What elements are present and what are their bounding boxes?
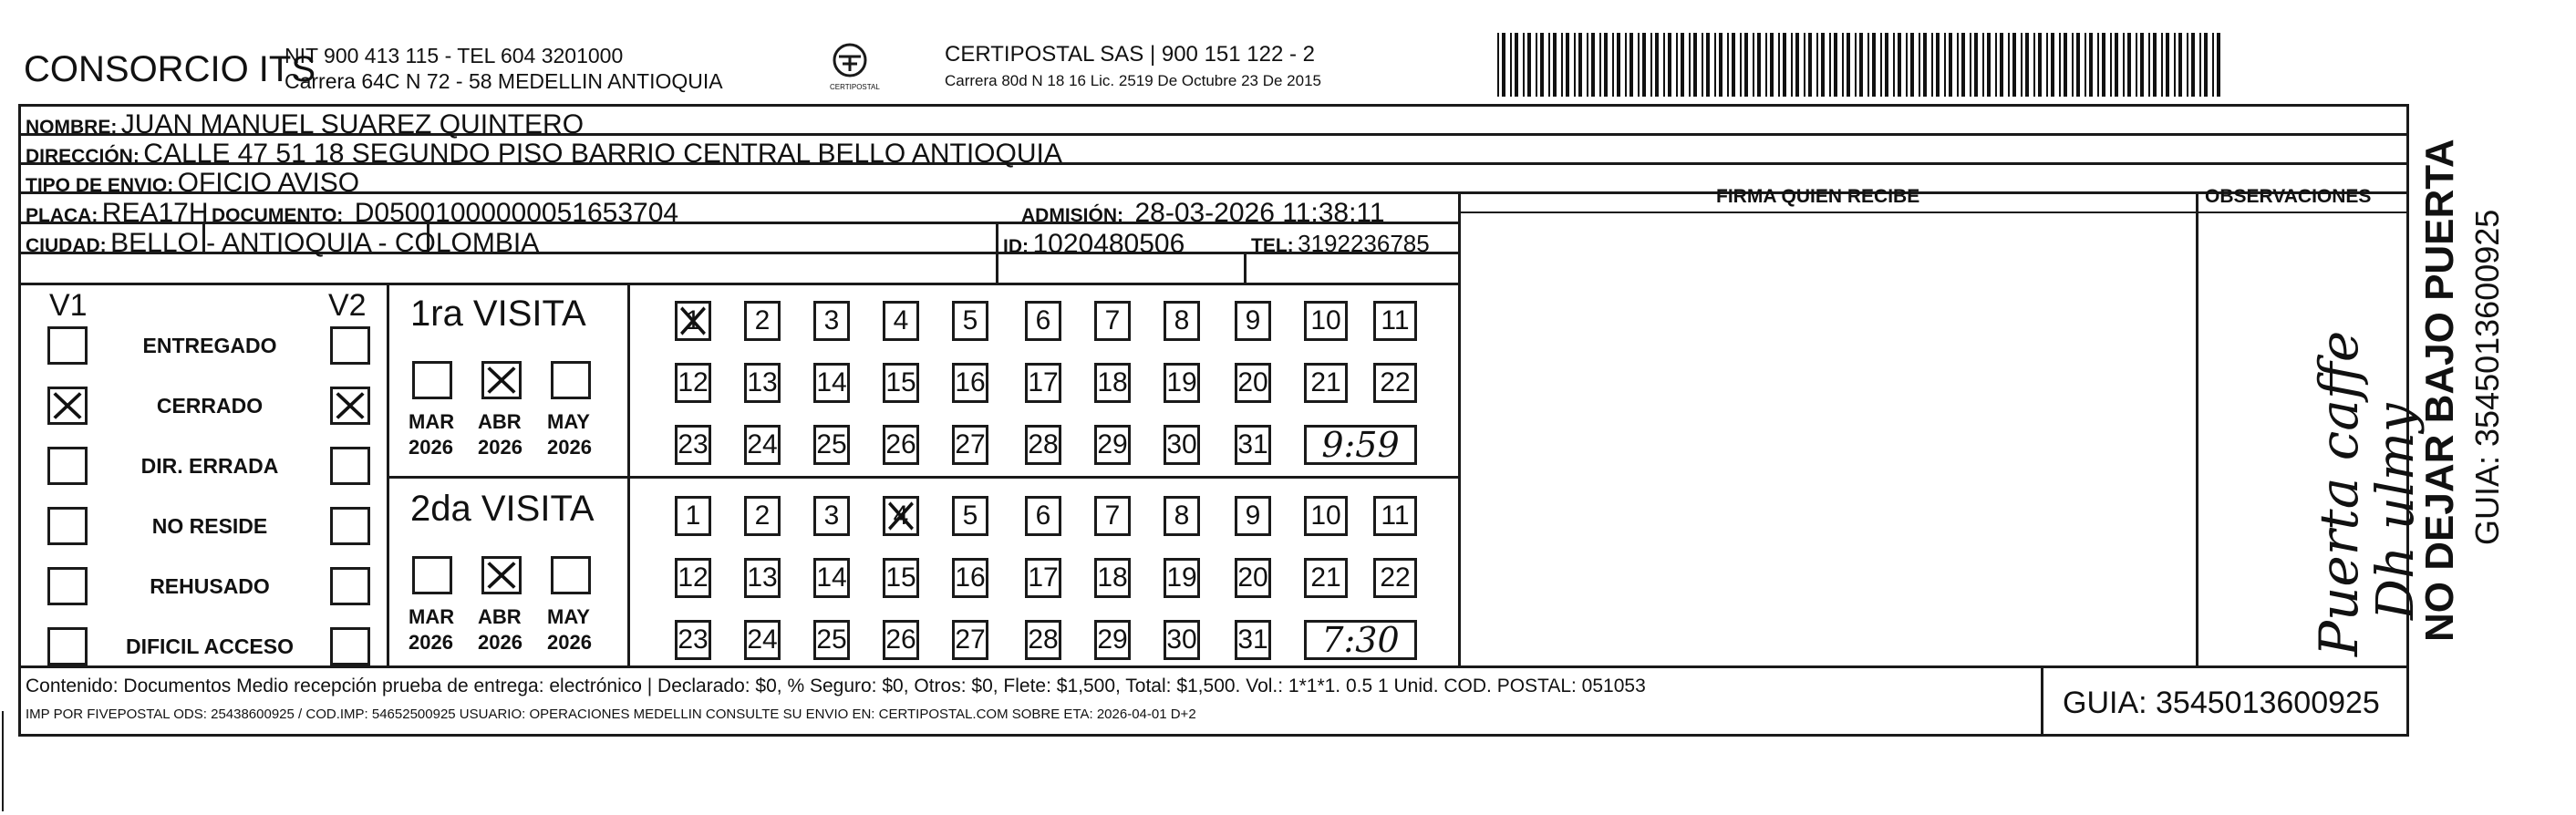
- day-box[interactable]: 12: [675, 558, 711, 598]
- footer-guia: GUIA: 3545013600925: [2063, 686, 2380, 720]
- day-box[interactable]: 31: [1235, 620, 1271, 660]
- day-box[interactable]: 24: [744, 620, 781, 660]
- day-box[interactable]: 21: [1304, 558, 1348, 598]
- day-box[interactable]: 27: [952, 620, 988, 660]
- status-label: DIR. ERRADA: [140, 454, 279, 478]
- admision-value: 28-03-2026 11:38:11: [1134, 198, 1385, 228]
- day-box[interactable]: 14: [813, 558, 850, 598]
- tipo-value: OFICIO AVISO: [177, 168, 360, 198]
- day-box[interactable]: 23: [675, 620, 711, 660]
- day-box[interactable]: 31: [1235, 425, 1271, 465]
- margin-line: [2, 711, 4, 811]
- logo-wordmark: CERTIPOSTAL: [830, 83, 880, 91]
- v1-header: V1: [49, 288, 88, 323]
- year-label: 2026: [478, 631, 522, 654]
- day-box[interactable]: 15: [883, 363, 919, 403]
- v1-checkbox[interactable]: [47, 387, 88, 425]
- day-box[interactable]: 9: [1235, 496, 1271, 536]
- warning-vertical: NO DEJAR BAJO PUERTA: [2417, 139, 2462, 642]
- month-label: MAR: [409, 410, 455, 433]
- month-checkbox[interactable]: [481, 361, 522, 399]
- handwritten-time: 7:30: [1321, 620, 1400, 660]
- observaciones-handwriting-2: Dh ulmy: [2366, 403, 2426, 620]
- month-label: MAR: [409, 605, 455, 628]
- tel-label: TEL:: [1251, 235, 1294, 256]
- status-label: ENTREGADO: [142, 334, 277, 357]
- day-box[interactable]: 29: [1094, 425, 1131, 465]
- v2-checkbox[interactable]: [330, 387, 370, 425]
- id-field: [1003, 231, 1185, 258]
- documento-field: [212, 200, 678, 227]
- company-address: Carrera 64C N 72 - 58 MEDELLIN ANTIOQUIA: [284, 69, 723, 93]
- tipo-row: [26, 170, 359, 197]
- placa-value: REA17H: [101, 198, 209, 228]
- v2-checkbox[interactable]: [330, 507, 370, 545]
- status-label: CERRADO: [156, 394, 264, 418]
- v1-checkbox[interactable]: [47, 447, 88, 485]
- v1-checkbox[interactable]: [47, 567, 88, 605]
- certipostal-logo: [822, 40, 880, 102]
- year-label: 2026: [409, 631, 453, 654]
- day-box[interactable]: 16: [952, 363, 988, 403]
- day-box[interactable]: 5: [952, 301, 988, 341]
- day-box[interactable]: 17: [1025, 558, 1061, 598]
- day-box[interactable]: 26: [883, 620, 919, 660]
- day-box[interactable]: 12: [675, 363, 711, 403]
- courier-line: CERTIPOSTAL SAS | 900 151 122 - 2: [945, 42, 1315, 67]
- day-box[interactable]: 27: [952, 425, 988, 465]
- direccion-label: DIRECCIÓN:: [26, 146, 140, 167]
- id-value: 1020480506: [1032, 229, 1185, 259]
- tel-field: [1251, 232, 1430, 255]
- v2-checkbox[interactable]: [330, 326, 370, 365]
- day-box[interactable]: 16: [952, 558, 988, 598]
- month-checkbox[interactable]: [551, 556, 591, 594]
- month-checkbox[interactable]: [551, 361, 591, 399]
- v2-checkbox[interactable]: [330, 447, 370, 485]
- company-nit: NIT 900 413 115 - TEL 604 3201000: [284, 44, 624, 67]
- day-box[interactable]: 18: [1094, 558, 1131, 598]
- tipo-label: TIPO DE ENVIO:: [26, 175, 174, 196]
- month-checkbox[interactable]: [412, 556, 452, 594]
- day-box[interactable]: 6: [1025, 301, 1061, 341]
- day-box[interactable]: 1: [675, 301, 711, 341]
- year-label: 2026: [547, 631, 592, 654]
- day-box[interactable]: 19: [1164, 558, 1200, 598]
- day-box[interactable]: 5: [952, 496, 988, 536]
- day-box[interactable]: 3: [813, 301, 850, 341]
- day-box[interactable]: 15: [883, 558, 919, 598]
- id-label: ID:: [1003, 236, 1029, 257]
- day-box[interactable]: 20: [1235, 558, 1271, 598]
- day-box[interactable]: 21: [1304, 363, 1348, 403]
- day-box[interactable]: 24: [744, 425, 781, 465]
- day-box[interactable]: 17: [1025, 363, 1061, 403]
- placa-label: PLACA:: [26, 205, 98, 226]
- day-box[interactable]: 20: [1235, 363, 1271, 403]
- day-box[interactable]: 7: [1094, 301, 1131, 341]
- documento-value: D05001000000051653704: [354, 198, 679, 228]
- nombre-value: JUAN MANUEL SUAREZ QUINTERO: [120, 109, 585, 139]
- ciudad-label: CIUDAD:: [26, 235, 107, 256]
- day-box[interactable]: 28: [1025, 425, 1061, 465]
- year-label: 2026: [409, 436, 453, 459]
- barcode: [1497, 33, 2223, 97]
- placa-field: [26, 200, 209, 227]
- day-box[interactable]: 28: [1025, 620, 1061, 660]
- v2-checkbox[interactable]: [330, 627, 370, 665]
- day-box[interactable]: 25: [813, 425, 850, 465]
- day-box[interactable]: 8: [1164, 496, 1200, 536]
- direccion-value: CALLE 47 51 18 SEGUNDO PISO BARRIO CENTRAL BELLO ANTIOQUIA: [143, 139, 1062, 169]
- month-label: MAY: [547, 410, 590, 433]
- year-label: 2026: [478, 436, 522, 459]
- ciudad-value: BELLO - ANTIOQUIA - COLOMBIA: [110, 228, 540, 258]
- day-box[interactable]: 30: [1164, 425, 1200, 465]
- courier-license: Carrera 80d N 18 16 Lic. 2519 De Octubre 23 De 2015: [945, 72, 1321, 89]
- day-box[interactable]: 19: [1164, 363, 1200, 403]
- day-box[interactable]: 10: [1304, 301, 1348, 341]
- observaciones-header: OBSERVACIONES: [2205, 186, 2372, 207]
- day-box[interactable]: 3: [813, 496, 850, 536]
- admision-label: ADMISIÓN:: [1021, 205, 1123, 226]
- day-box[interactable]: 26: [883, 425, 919, 465]
- visit-title: 2da VISITA: [410, 489, 595, 529]
- status-label: REHUSADO: [150, 574, 270, 598]
- day-box[interactable]: 11: [1373, 301, 1417, 341]
- month-label: MAY: [547, 605, 590, 628]
- observaciones-handwriting-1: Puerta caffe: [2308, 330, 2370, 656]
- day-box[interactable]: 30: [1164, 620, 1200, 660]
- time-field[interactable]: [1304, 425, 1417, 465]
- v1-checkbox[interactable]: [47, 627, 88, 665]
- day-box[interactable]: 29: [1094, 620, 1131, 660]
- status-label: NO RESIDE: [151, 514, 268, 538]
- day-box[interactable]: 2: [744, 301, 781, 341]
- day-box[interactable]: 2: [744, 496, 781, 536]
- v2-checkbox[interactable]: [330, 567, 370, 605]
- guia-vertical: GUIA: 3545013600925: [2468, 209, 2506, 545]
- month-checkbox[interactable]: [481, 556, 522, 594]
- month-label: ABR: [478, 410, 522, 433]
- day-box[interactable]: 6: [1025, 496, 1061, 536]
- footer-contenido: Contenido: Documentos Medio recepción prueba de entrega: electrónico | Declarado: $0, % Seguro: $0, Otros: $0, Flete: $1,500, Total: $1,500. Vol.: 1*1*1. 0.5 1 Unid. COD. POSTAL: 051053: [26, 676, 1646, 696]
- month-checkbox[interactable]: [412, 361, 452, 399]
- day-box[interactable]: 4: [883, 301, 919, 341]
- day-box[interactable]: 18: [1094, 363, 1131, 403]
- day-box[interactable]: 4: [883, 496, 919, 536]
- day-box[interactable]: 8: [1164, 301, 1200, 341]
- day-box[interactable]: 25: [813, 620, 850, 660]
- time-field[interactable]: [1304, 620, 1417, 660]
- handwritten-time: 9:59: [1321, 425, 1400, 465]
- day-box[interactable]: 1: [675, 496, 711, 536]
- ciudad-row: [26, 230, 539, 257]
- day-box[interactable]: 14: [813, 363, 850, 403]
- day-box[interactable]: 23: [675, 425, 711, 465]
- day-box[interactable]: 10: [1304, 496, 1348, 536]
- documento-label: DOCUMENTO:: [212, 205, 344, 226]
- visit-title: 1ra VISITA: [410, 294, 586, 334]
- day-box[interactable]: 11: [1373, 496, 1417, 536]
- firma-header: FIRMA QUIEN RECIBE: [1716, 186, 1920, 207]
- v1-checkbox[interactable]: [47, 507, 88, 545]
- admision-field: [1021, 200, 1385, 227]
- day-box[interactable]: 9: [1235, 301, 1271, 341]
- day-box[interactable]: 13: [744, 363, 781, 403]
- day-box[interactable]: 7: [1094, 496, 1131, 536]
- day-box[interactable]: 13: [744, 558, 781, 598]
- day-box[interactable]: 22: [1373, 558, 1417, 598]
- direccion-row: [26, 140, 1062, 168]
- footer-imp: IMP POR FIVEPOSTAL ODS: 25438600925 / COD.IMP: 54652500925 USUARIO: OPERACIONES MEDELLIN CONSULTE SU ENVIO EN: CERTIPOSTAL.COM SOBRE ETA: 2026-04-01 D+2: [26, 707, 1196, 722]
- nombre-row: [26, 111, 584, 139]
- day-box[interactable]: 22: [1373, 363, 1417, 403]
- v2-header: V2: [328, 288, 367, 323]
- year-label: 2026: [547, 436, 592, 459]
- nombre-label: NOMBRE:: [26, 117, 118, 138]
- tel-value: 3192236785: [1298, 230, 1430, 257]
- status-label: DIFICIL ACCESO: [125, 634, 294, 658]
- company-name: CONSORCIO ITS: [24, 49, 316, 89]
- month-label: ABR: [478, 605, 522, 628]
- v1-checkbox[interactable]: [47, 326, 88, 365]
